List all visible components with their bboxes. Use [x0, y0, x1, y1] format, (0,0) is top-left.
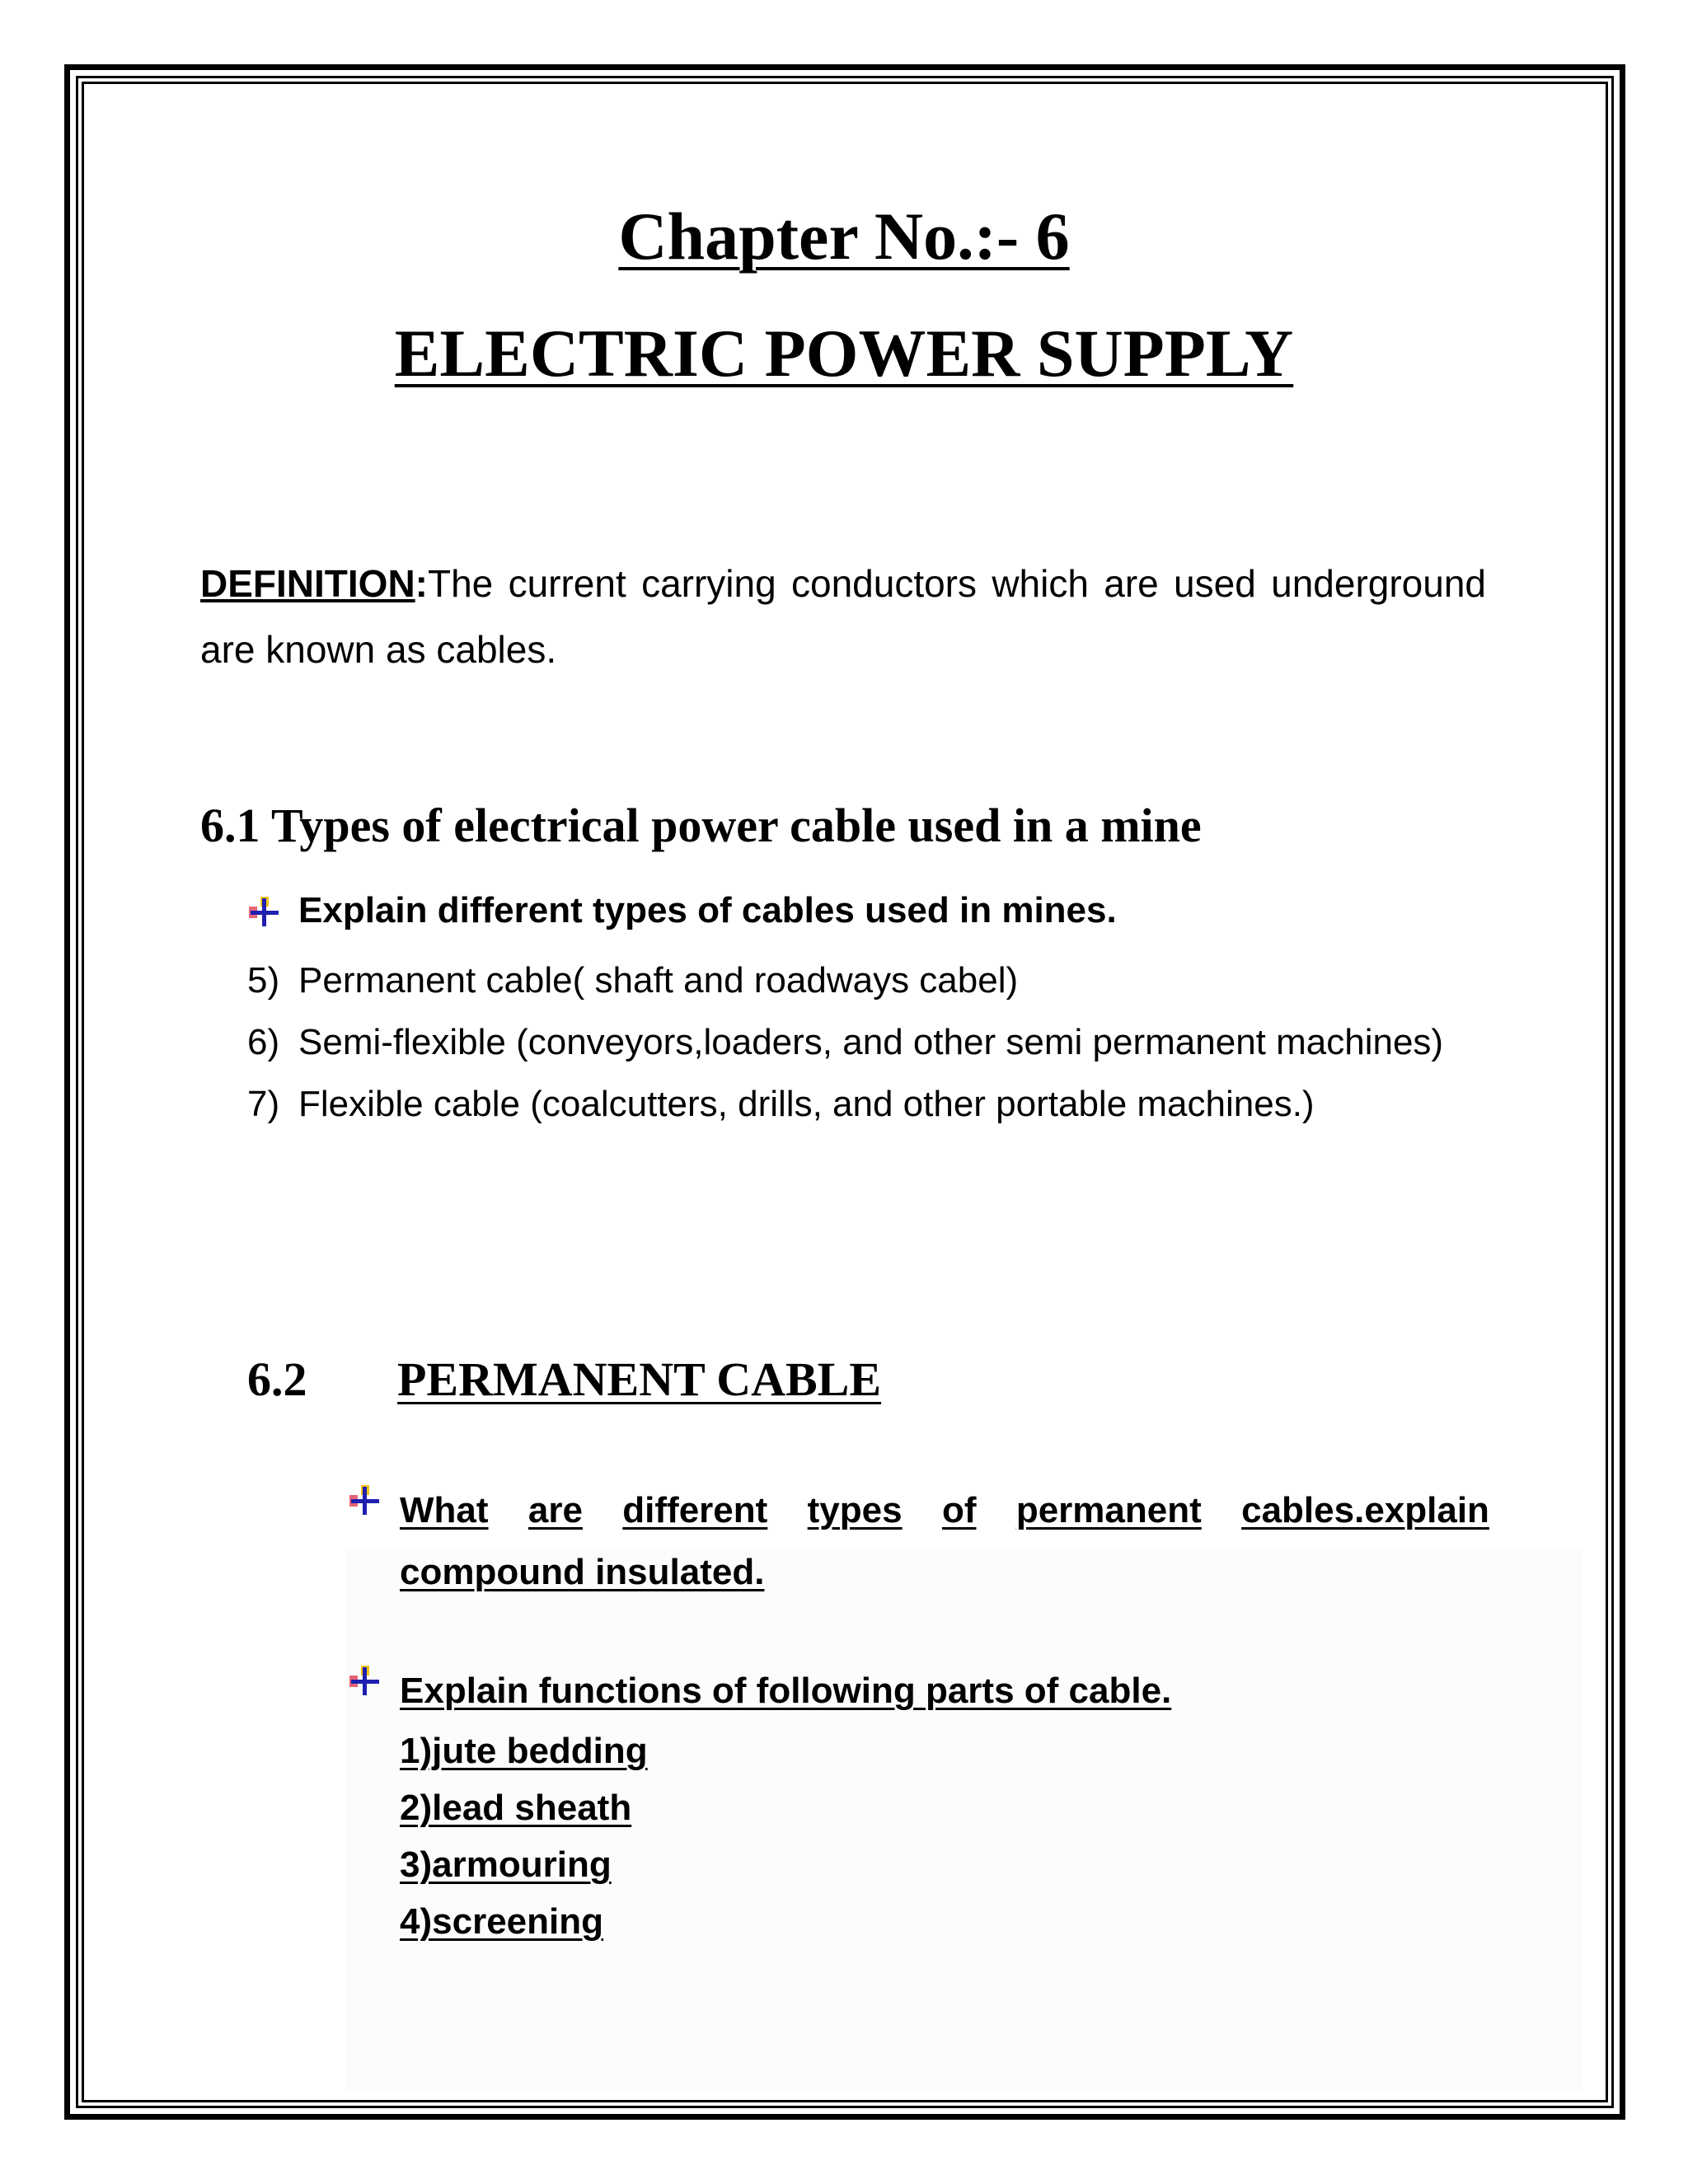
cross-bullet-icon	[348, 1483, 381, 1516]
list-item: 1)jute bedding	[400, 1731, 648, 1771]
list-item: 7) Flexible cable (coalcutters, drills, and other portable machines.)	[247, 1084, 1315, 1124]
section-6-2-question-2: Explain functions of following parts of cable.	[400, 1671, 1172, 1711]
main-title: ELECTRIC POWER SUPPLY	[394, 316, 1294, 391]
cross-bullet-icon	[247, 895, 280, 928]
question-1-line-1: What are different types of permanent cables.explain	[400, 1490, 1489, 1530]
cross-bullet-icon	[348, 1664, 381, 1697]
cable-types-list	[247, 949, 1489, 1135]
list-item: 5) Permanent cable( shaft and roadways cabel)	[247, 960, 1019, 1001]
section-6-1-heading: 6.1 Types of electrical power cable used in a mine	[200, 799, 1202, 852]
list-item: 4)screening	[400, 1901, 603, 1942]
list-item: 2)lead sheath	[400, 1788, 632, 1828]
cable-parts-list	[400, 1722, 648, 1950]
section-6-2-title: PERMANENT CABLE	[397, 1352, 882, 1406]
chapter-title: Chapter No.:- 6	[618, 199, 1070, 274]
definition-paragraph: DEFINITION:The current carrying conductors which are used underground are known as cables.	[200, 562, 1486, 671]
list-item: 6) Semi-flexible (conveyors,loaders, and other semi permanent machines)	[247, 1022, 1444, 1062]
definition-label: DEFINITION	[200, 562, 415, 605]
list-item: 3)armouring	[400, 1844, 612, 1885]
section-6-2-number: 6.2	[247, 1352, 307, 1406]
section-6-2-question-1	[400, 1479, 1489, 1603]
definition-text: The current carrying conductors which are used underground are known as cables.	[200, 562, 1486, 671]
question-1-line-2: compound insulated.	[400, 1552, 765, 1592]
section-6-1-question: Explain different types of cables used in mines.	[298, 890, 1117, 930]
